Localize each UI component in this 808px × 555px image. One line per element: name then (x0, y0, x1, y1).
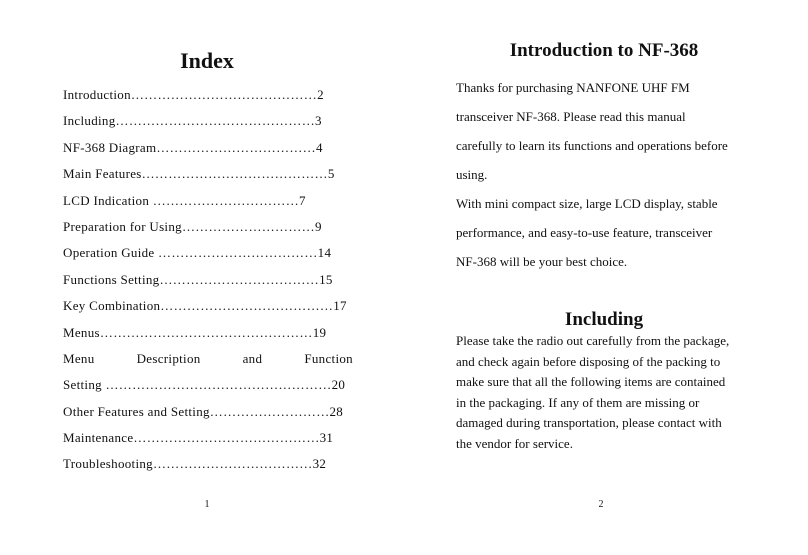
text-line: damaged during transportation, please contact with (456, 415, 722, 430)
including-title: Including (564, 309, 644, 330)
text-line: With mini compact size, large LCD display, stable (456, 196, 718, 211)
text-line: and check again before disposing of the packing to (456, 353, 721, 369)
toc-entry: Operation Guide ………………………………14 (63, 245, 332, 261)
text-line: carefully to learn its functions and operations before (456, 138, 728, 153)
toc-entry: Including………………………………………3 (63, 113, 322, 129)
toc-entry: Maintenance……………………………………31 (63, 430, 334, 446)
toc-entry: LCD Indication ……………………………7 (63, 192, 306, 208)
toc-entry: Functions Setting………………………………15 (63, 271, 333, 287)
introduction-paragraph (456, 73, 756, 276)
toc-entry: Main Features……………………………………5 (63, 166, 335, 182)
right-page (404, 0, 808, 555)
toc-word: and (242, 350, 263, 366)
toc-entry: Preparation for Using…………………………9 (63, 218, 322, 234)
introduction-title: Introduction to NF-368 (509, 40, 699, 61)
text-line: NF-368 will be your best choice. (456, 254, 628, 269)
toc-entry: Other Features and Setting………………………28 (63, 403, 344, 419)
text-line: Please take the radio out carefully from the package, (456, 333, 730, 348)
text-line: in the packaging. If any of them are missing or (456, 394, 700, 410)
text-line: make sure that all the following items are contained (456, 374, 726, 389)
text-line: transceiver NF-368. Please read this manual (456, 109, 686, 124)
toc-entry: Menus…………………………………………19 (63, 324, 327, 340)
toc-entry: Troubleshooting………………………………32 (63, 456, 327, 472)
index-title: Index (180, 48, 234, 73)
toc-entry-menu-description (63, 348, 353, 374)
text-line: performance, and easy-to-use feature, transceiver (456, 225, 713, 240)
toc-entry: Setting ……………………………………………20 (63, 377, 346, 393)
toc-word: Description (136, 350, 201, 366)
page-number: 1 (204, 499, 210, 510)
table-of-contents (63, 84, 353, 480)
text-line: using. (456, 167, 488, 182)
including-paragraph (456, 331, 756, 454)
toc-entry: Introduction……………………………………2 (63, 87, 324, 102)
toc-entry: NF-368 Diagram………………………………4 (63, 139, 323, 155)
toc-word: Menu (63, 350, 95, 366)
text-line: the vendor for service. (456, 435, 573, 451)
toc-word: Function (304, 350, 353, 366)
page-number: 2 (598, 499, 604, 510)
text-line: Thanks for purchasing NANFONE UHF FM (456, 80, 690, 95)
toc-entry: Key Combination…………………………………17 (63, 298, 347, 314)
